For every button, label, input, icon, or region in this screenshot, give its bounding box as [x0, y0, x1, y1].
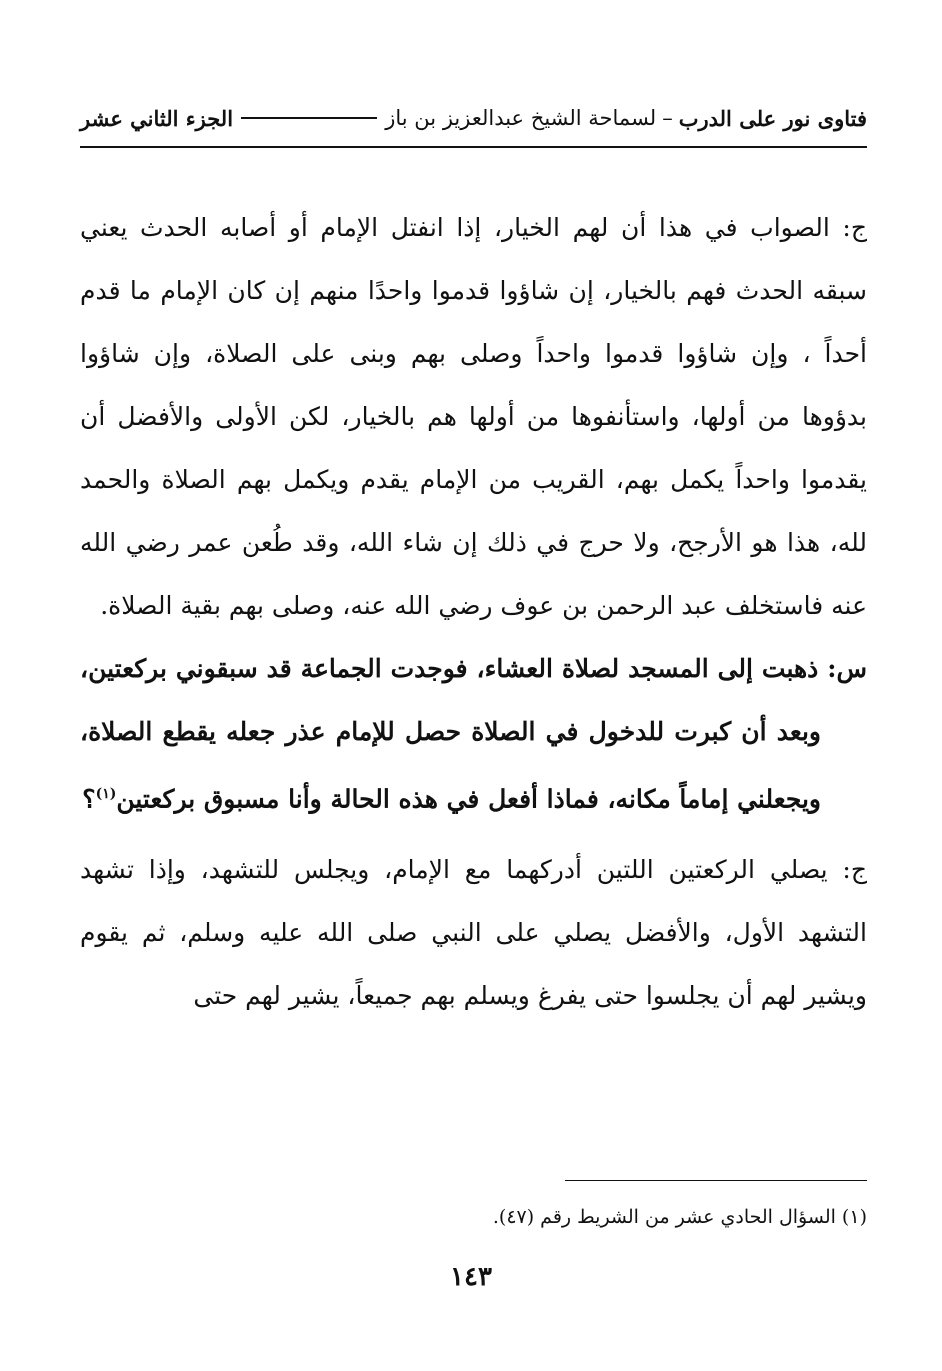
footnote-divider	[565, 1180, 867, 1181]
header-divider	[80, 146, 867, 148]
footnote-reference: (١)	[95, 786, 117, 802]
author-line: لسماحة الشيخ عبدالعزيز بن باز	[385, 106, 657, 130]
page-body	[80, 196, 867, 1027]
page-number: ١٤٣	[450, 1262, 492, 1292]
header-separator: –	[662, 106, 673, 130]
question-text: س: ذهبت إلى المسجد لصلاة العشاء، فوجدت الجماعة قد سبقوني بركعتين، وبعد أن كبرت للدخول في الصلاة حصل للإمام عذر جعله يقطع الصلاة، ويجعلني إماماً مكانه، فماذا أفعل في هذه الحالة وأنا مسبوق بركعتين	[80, 654, 867, 814]
running-header	[80, 96, 867, 140]
part-label: الجزء الثاني عشر	[80, 105, 234, 131]
question-paragraph	[80, 637, 867, 830]
footnote: (١) السؤال الحادي عشر من الشريط رقم (٤٧).	[492, 1206, 867, 1228]
answer-paragraph: ج: الصواب في هذا أن لهم الخيار، إذا انفتل الإمام أو أصابه الحدث يعني سبقه الحدث فهم بالخيار، إن شاؤوا قدموا واحدًا منهم إن كان الإمام ما قدم أحداً ، وإن شاؤوا قدموا واحداً وصلى بهم وبنى على الصلاة، وإن شاؤوا بدؤوها من أولها، واستأنفوها من أولها هم بالخيار، لكن الأولى والأفضل أن يقدموا واحداً يكمل بهم، القريب من الإمام يقدم ويكمل بهم الصلاة والحمد لله، هذا هو الأرجح، ولا حرج في ذلك إن شاء الله، وقد طُعن عمر رضي الله عنه فاستخلف عبد الرحمن بن عوف رضي الله عنه، وصلى بهم بقية الصلاة.	[80, 213, 867, 620]
question-mark: ؟	[82, 784, 96, 814]
answer-paragraph-2: ج: يصلي الركعتين اللتين أدركهما مع الإمام، ويجلس للتشهد، وإذا تشهد التشهد الأول، والأفضل يصلي على النبي صلى الله عليه وسلم، ثم يقوم ويشير لهم أن يجلسوا حتى يفرغ ويسلم بهم جميعاً، يشير لهم حتى	[80, 855, 867, 1011]
header-rule	[241, 117, 377, 119]
book-title: فتاوى نور على الدرب	[678, 105, 867, 131]
